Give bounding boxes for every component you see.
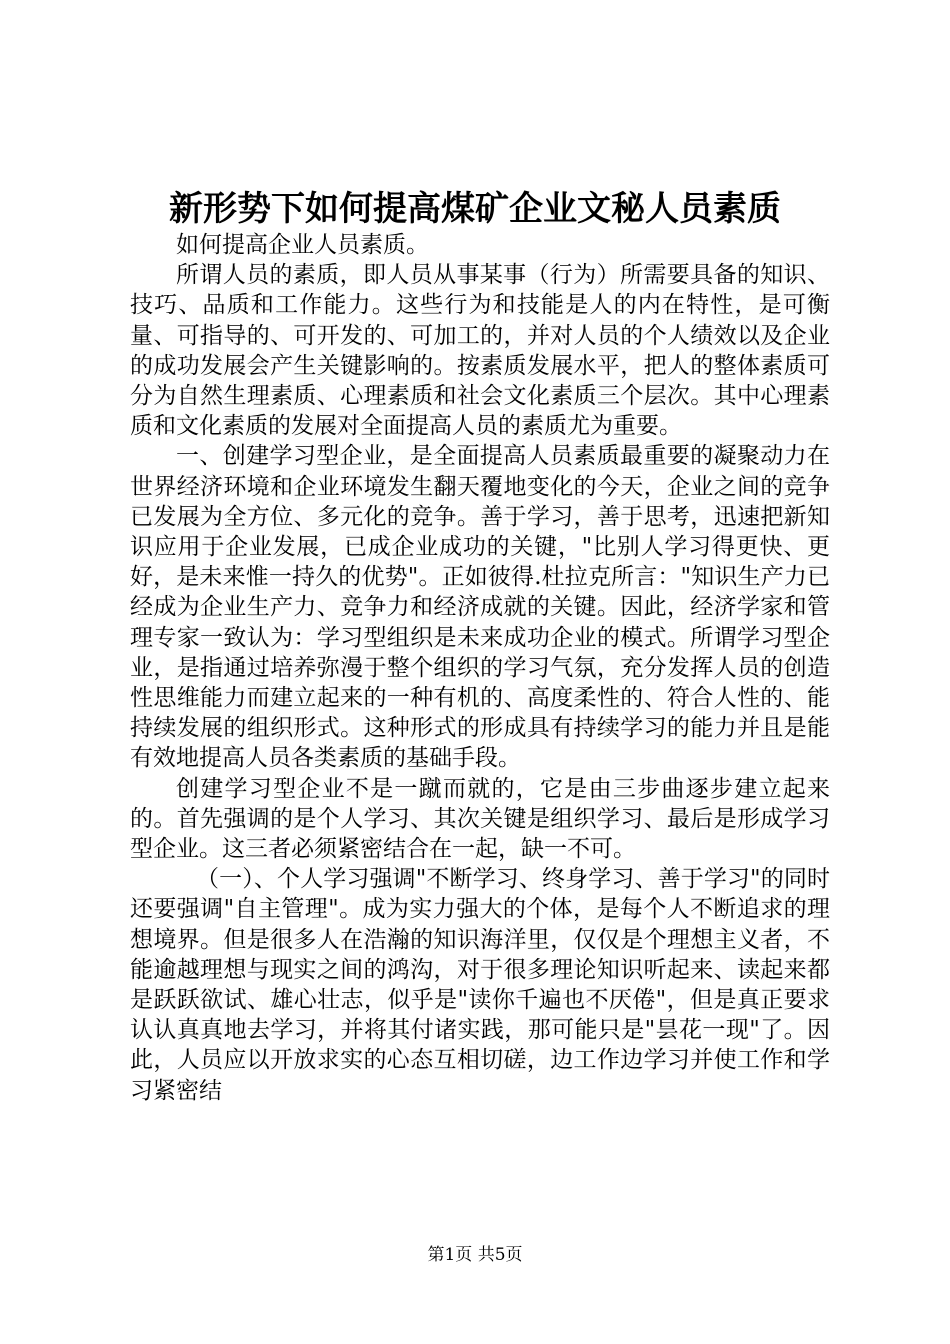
document-body <box>130 230 830 1106</box>
document-title: 新形势下如何提高煤矿企业文秘人员素质 <box>169 189 781 229</box>
paragraph: 创建学习型企业不是一蹴而就的，它是由三步曲逐步建立起来的。首先强调的是个人学习、其次关键是组织学习、最后是形成学习型企业。这三者必须紧密结合在一起，缺一不可。 <box>130 775 830 863</box>
paragraph: （一）、个人学习强调"不断学习、终身学习、善于学习"的同时还要强调"自主管理"。成为实力强大的个体，是每个人不断追求的理想境界。但是很多人在浩瀚的知识海洋里，仅仅是个理想主义者，不能逾越理想与现实之间的鸿沟，对于很多理论知识听起来、读起来都是跃跃欲试、雄心壮志，似乎是"读你千遍也不厌倦"，但是真正要求认认真真地去学习，并将其付诸实践，那可能只是"昙花一现"了。因此，人员应以开放求实的心态互相切磋，边工作边学习并使工作和学习紧密结 <box>130 866 830 1104</box>
paragraph: 如何提高企业人员素质。 <box>176 232 429 258</box>
paragraph: 一、创建学习型企业，是全面提高人员素质最重要的凝聚动力在世界经济环境和企业环境发生翻天覆地变化的今天，企业之间的竞争已发展为全方位、多元化的竞争。善于学习，善于思考，迅速把新知识应用于企业发展，已成企业成功的关键，"比别人学习得更快、更好，是未来惟一持久的优势"。正如彼得.杜拉克所言："知识生产力已经成为企业生产力、竞争力和经济成就的关键。因此，经济学家和管理专家一致认为：学习型组织是未来成功企业的模式。所谓学习型企业，是指通过培养弥漫于整个组织的学习气氛，充分发挥人员的创造性思维能力而建立起来的一种有机的、高度柔性的、符合人性的、能持续发展的组织形式。这种形式的形成具有持续学习的能力并且是能有效地提高人员各类素质的基础手段。 <box>130 443 830 772</box>
paragraph: 所谓人员的素质，即人员从事某事（行为）所需要具备的知识、技巧、品质和工作能力。这些行为和技能是人的内在特性，是可衡量、可指导的、可开发的、可加工的，并对人员的个人绩效以及企业的成功发展会产生关键影响的。按素质发展水平，把人的整体素质可分为自然生理素质、心理素质和社会文化素质三个层次。其中心理素质和文化素质的发展对全面提高人员的素质尤为重要。 <box>130 262 830 440</box>
page-number-footer: 第1页 共5页 <box>427 1245 523 1265</box>
